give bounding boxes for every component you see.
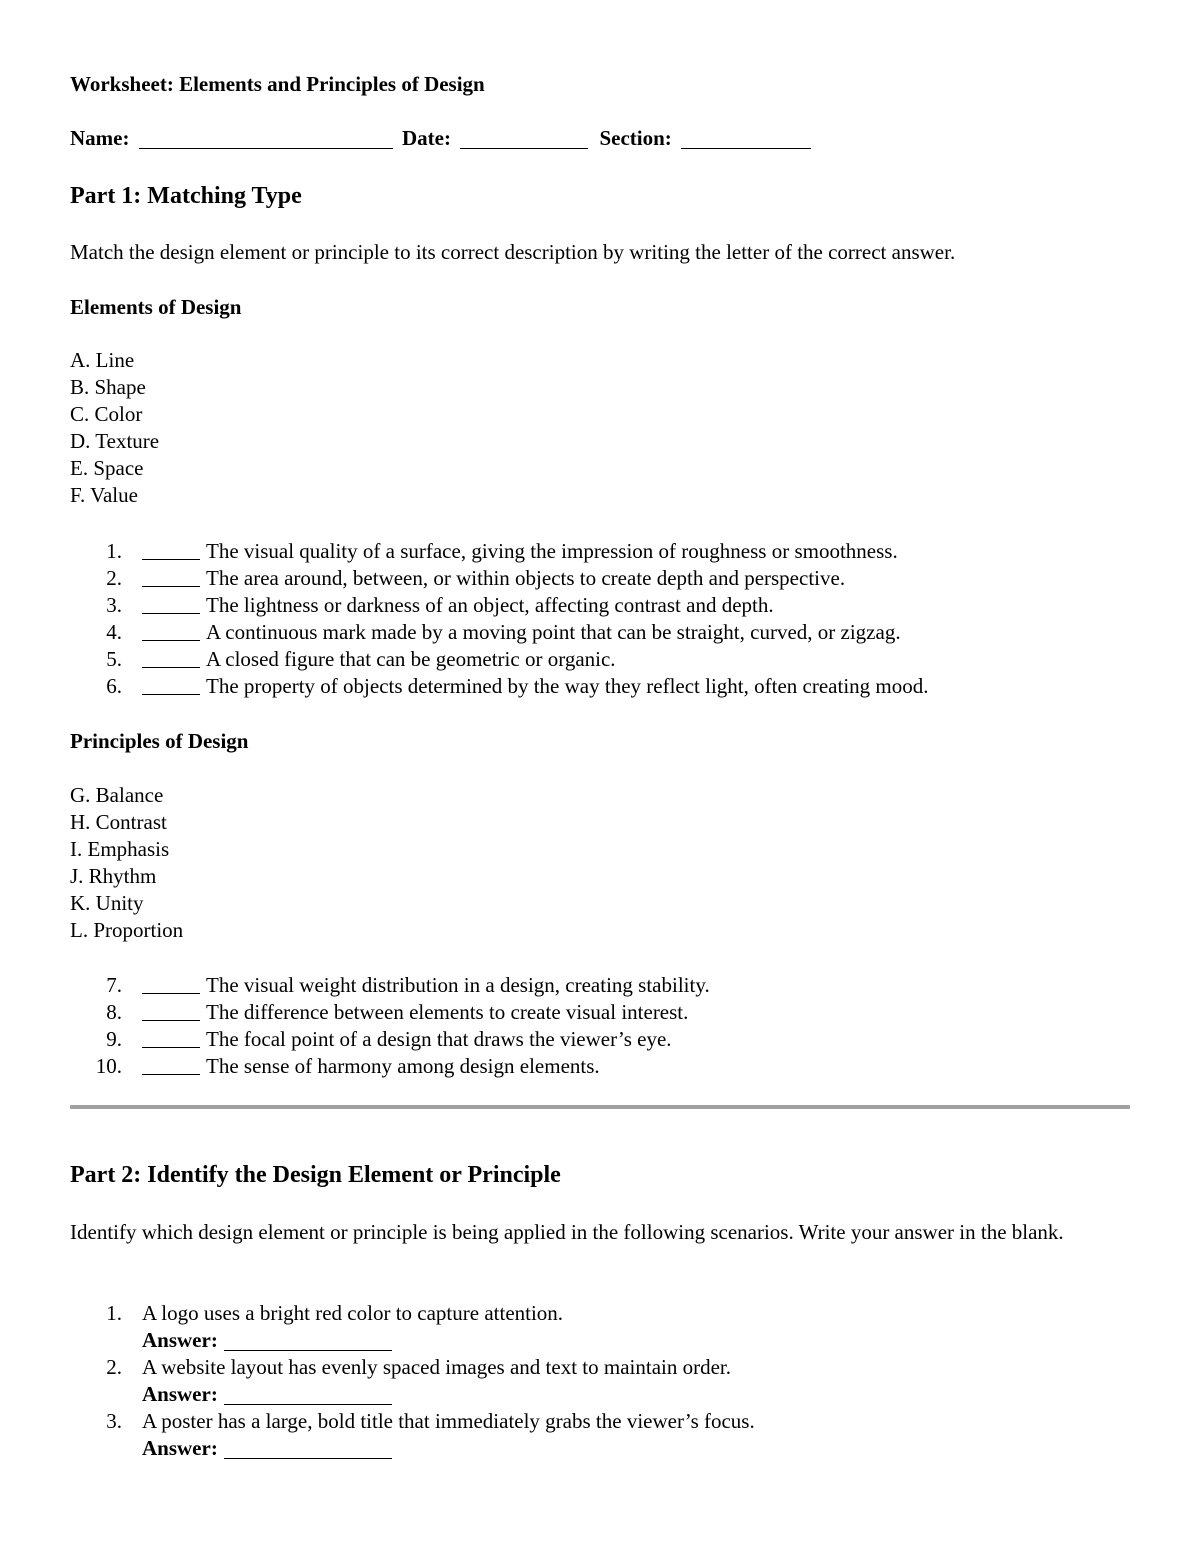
question-row <box>70 1026 1130 1053</box>
answer-blank[interactable] <box>142 559 200 560</box>
principle-questions-list <box>70 972 1130 1080</box>
answer-line <box>142 1381 392 1408</box>
scenario-text: A website layout has evenly spaced images and text to maintain order. <box>142 1355 732 1379</box>
section-label: Section: <box>599 126 672 150</box>
element-option: B. Shape <box>70 375 146 399</box>
answer-blank[interactable] <box>224 1331 392 1351</box>
question-number: 8. <box>106 1000 122 1024</box>
question-number: 5. <box>106 647 122 671</box>
question-text: The property of objects determined by the way they reflect light, often creating mood. <box>206 674 929 698</box>
scenario-item <box>70 1300 1130 1354</box>
date-blank[interactable] <box>460 128 588 149</box>
question-row <box>70 972 1130 999</box>
section-blank[interactable] <box>681 128 811 149</box>
worksheet-title: Worksheet: Elements and Principles of Design <box>70 72 485 96</box>
part2-items-list <box>70 1300 1130 1462</box>
answer-line <box>142 1327 392 1354</box>
element-option: A. Line <box>70 348 135 372</box>
question-text: The lightness or darkness of an object, affecting contrast and depth. <box>206 593 774 617</box>
answer-line <box>142 1435 392 1462</box>
scenario-item <box>70 1408 1130 1462</box>
question-text: The difference between elements to create visual interest. <box>206 1000 689 1024</box>
question-text: A closed figure that can be geometric or organic. <box>206 647 616 671</box>
question-row <box>70 673 1130 700</box>
element-option: C. Color <box>70 402 143 426</box>
scenario-number: 2. <box>106 1355 122 1379</box>
element-option: E. Space <box>70 456 144 480</box>
answer-blank[interactable] <box>142 667 200 668</box>
answer-blank[interactable] <box>142 613 200 614</box>
question-row <box>70 999 1130 1026</box>
principle-option: K. Unity <box>70 891 144 915</box>
question-row <box>70 592 1130 619</box>
name-blank[interactable] <box>139 128 393 149</box>
question-number: 6. <box>106 674 122 698</box>
student-info-row <box>70 126 811 151</box>
date-label: Date: <box>401 126 451 150</box>
principle-option: H. Contrast <box>70 810 167 834</box>
question-text: A continuous mark made by a moving point that can be straight, curved, or zigzag. <box>206 620 901 644</box>
answer-blank[interactable] <box>142 993 200 994</box>
question-text: The sense of harmony among design elements. <box>206 1054 600 1078</box>
question-number: 7. <box>106 973 122 997</box>
principle-option: L. Proportion <box>70 918 184 942</box>
question-number: 2. <box>106 566 122 590</box>
part2-instructions: Identify which design element or principle is being applied in the following scenarios. Write your answer in the blank. <box>70 1220 1064 1244</box>
question-row <box>70 1053 1130 1080</box>
principle-option: I. Emphasis <box>70 837 170 861</box>
scenario-text: A logo uses a bright red color to capture attention. <box>142 1301 564 1325</box>
answer-blank[interactable] <box>224 1439 392 1459</box>
question-number: 9. <box>106 1027 122 1051</box>
principles-heading: Principles of Design <box>70 729 249 753</box>
answer-label: Answer: <box>142 1328 218 1352</box>
answer-blank[interactable] <box>142 586 200 587</box>
elements-heading: Elements of Design <box>70 295 242 319</box>
answer-label: Answer: <box>142 1382 218 1406</box>
answer-blank[interactable] <box>142 1047 200 1048</box>
name-label: Name: <box>70 126 130 150</box>
answer-blank[interactable] <box>142 640 200 641</box>
scenario-number: 3. <box>106 1409 122 1433</box>
element-option: D. Texture <box>70 429 160 453</box>
question-number: 3. <box>106 593 122 617</box>
elements-options-list <box>70 347 159 509</box>
question-row <box>70 646 1130 673</box>
principles-options-list <box>70 782 183 944</box>
question-row <box>70 538 1130 565</box>
answer-blank[interactable] <box>224 1385 392 1405</box>
part1-instructions: Match the design element or principle to its correct description by writing the letter of the correct answer. <box>70 240 956 264</box>
question-number: 4. <box>106 620 122 644</box>
question-text: The focal point of a design that draws the viewer’s eye. <box>206 1027 672 1051</box>
principle-option: G. Balance <box>70 783 164 807</box>
question-number: 10. <box>95 1054 122 1078</box>
principle-option: J. Rhythm <box>70 864 157 888</box>
element-option: F. Value <box>70 483 138 507</box>
question-row <box>70 565 1130 592</box>
answer-blank[interactable] <box>142 1020 200 1021</box>
element-questions-list <box>70 538 1130 700</box>
answer-blank[interactable] <box>142 694 200 695</box>
question-row <box>70 619 1130 646</box>
part2-heading: Part 2: Identify the Design Element or Principle <box>70 1162 561 1188</box>
scenario-text: A poster has a large, bold title that immediately grabs the viewer’s focus. <box>142 1409 755 1433</box>
question-number: 1. <box>106 539 122 563</box>
question-text: The area around, between, or within objects to create depth and perspective. <box>206 566 846 590</box>
section-divider <box>70 1105 1130 1109</box>
scenario-item <box>70 1354 1130 1408</box>
part1-heading: Part 1: Matching Type <box>70 183 302 209</box>
scenario-number: 1. <box>106 1301 122 1325</box>
answer-label: Answer: <box>142 1436 218 1460</box>
question-text: The visual weight distribution in a design, creating stability. <box>206 973 710 997</box>
answer-blank[interactable] <box>142 1074 200 1075</box>
question-text: The visual quality of a surface, giving the impression of roughness or smoothness. <box>206 539 898 563</box>
